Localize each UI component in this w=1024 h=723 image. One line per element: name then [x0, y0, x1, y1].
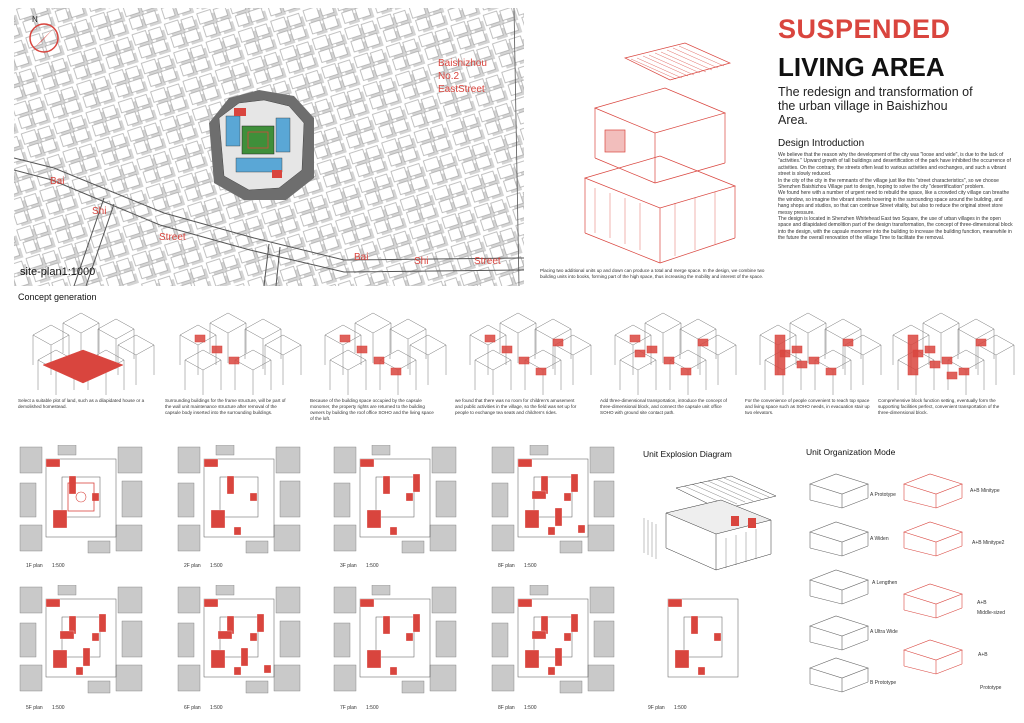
exploded-axonometric-drawing	[555, 38, 755, 268]
unit-org-box	[806, 518, 876, 558]
unit-explosion-heading: Unit Explosion Diagram	[643, 449, 732, 459]
floor-plan	[332, 445, 460, 555]
intro-body	[778, 152, 1014, 242]
unit-org-label: A+B Minitype	[970, 488, 1000, 494]
plan-label: 3F plan	[340, 563, 357, 569]
concept-axon	[878, 305, 1018, 395]
concept-diagram	[600, 305, 740, 395]
floor-plan-drawing	[332, 585, 460, 695]
unit-org-label: Prototype	[980, 685, 1002, 691]
concept-caption: Select a suitable plot of land, such as a dilapidated house or a demolished homestead.	[18, 398, 145, 409]
concept-diagram	[310, 305, 450, 395]
plan-scale: 1:500	[366, 705, 379, 711]
unit-org-axon	[900, 636, 970, 676]
concept-caption: For the convenience of people convenient to reach top space and living space such as SOHO needs, in evacuation stair up two elevators.	[745, 398, 870, 415]
concept-diagram	[165, 305, 305, 395]
unit-org-label: B Prototype	[870, 680, 897, 686]
plan-scale: 1:500	[210, 705, 223, 711]
unit-org-axon	[900, 580, 970, 620]
concept-axon	[600, 305, 740, 395]
unit-org-label: A+B Minitype2	[972, 540, 1005, 546]
plan-label: 8F plan	[498, 563, 515, 569]
unit-org-label: Middle-sized	[977, 610, 1006, 616]
street-label: No.2	[438, 71, 460, 82]
unit-org-label: A+B	[978, 652, 988, 658]
intro-paragraph: In the city of the city in the remnants of the village just like this "street characteristics", so we choose Shenzhen Baishizhou Village part to design, hoping to solve the city "desertification" problem.	[778, 177, 999, 191]
concept-axon	[310, 305, 450, 395]
floor-plan-drawing	[490, 445, 618, 555]
concept-diagram	[878, 305, 1018, 395]
plan-label: 5F plan	[26, 705, 43, 711]
site-plan-map	[14, 8, 524, 286]
explosion-note: Placing two additional units up and down can produce a total and merge space. In the design, we combine two building units into books, forming part of the high space, thus increasing the mobility and interest of the space.	[540, 268, 765, 279]
concept-caption: we found that there was no room for children's amusement and public activities in the village, so the field was set up for people to exchange tea seats and children's rides.	[455, 398, 577, 415]
concept-diagram	[18, 305, 158, 395]
unit-org-axon	[806, 612, 876, 652]
street-label: Shi	[414, 256, 429, 267]
floor-plan	[490, 445, 618, 555]
floor-plan-drawing	[176, 585, 304, 695]
concept-caption: Add three-dimensional transportation, introduce the concept of three-dimensional block, and connect the capsule unit office SOHO with ground site contact path.	[600, 398, 727, 415]
plan-scale: 1:500	[52, 563, 65, 569]
unit-org-axon	[806, 654, 876, 694]
site-plan-drawing	[14, 8, 524, 286]
floor-plan	[332, 585, 460, 695]
floor-plan	[176, 445, 304, 555]
plan-scale: 1:500	[524, 563, 537, 569]
street-label: Bai	[354, 252, 369, 263]
site-highlight	[209, 90, 314, 200]
plan-label: 1F plan	[26, 563, 43, 569]
unit-org-axon	[900, 470, 970, 510]
unit-explosion-svg	[636, 468, 786, 578]
plan-label: 6F plan	[184, 705, 201, 711]
plan-scale: 1:500	[366, 563, 379, 569]
floor-plan-drawing	[490, 585, 618, 695]
unit-org-axon	[806, 470, 876, 510]
unit-org-box	[900, 518, 970, 558]
plan-scale: 1:500	[524, 705, 537, 711]
site-plan-caption: site-plan1:1000	[20, 266, 96, 278]
floor-plan	[176, 585, 304, 695]
plan-scale: 1:500	[52, 705, 65, 711]
street-label: Street	[159, 232, 186, 243]
unit-org-box	[806, 612, 876, 652]
concept-caption: Surrounding buildings for the frame structure, will be part of the wall unit maintenance structure after removal of the capsule body inserted into the surrounding buildings.	[165, 398, 286, 415]
unit-org-label: A Lengthen	[872, 580, 898, 586]
unit-org-label: A Ultra Wide	[870, 629, 898, 635]
unit-org-axon	[806, 518, 876, 558]
unit-org-label: A Widen	[870, 536, 889, 542]
floor-plan-drawing	[176, 445, 304, 555]
concept-axon	[455, 305, 595, 395]
unit-org-box	[900, 580, 970, 620]
plan-scale: 1:500	[210, 563, 223, 569]
unit-org-axon	[900, 518, 970, 558]
plan-scale: 1:500	[674, 705, 687, 711]
floor-plan-drawing	[640, 585, 768, 695]
svg-text:N: N	[32, 15, 38, 24]
floor-plan-drawing	[18, 445, 146, 555]
plan-label: 9F plan	[648, 705, 665, 711]
unit-org-box	[806, 470, 876, 510]
unit-org-box	[806, 654, 876, 694]
concept-axon	[745, 305, 885, 395]
intro-paragraph: The design is located in Shenzhen Whitehead East two Square, the use of urban villages in the open space and dilapidated demolition part of the design transformation, the concept of three-dimensional block into the design, with the capsule monomer into the building to increase the building function, meanwhile in the future the overall renovation of the village Time to facilitate the removal.	[778, 216, 1013, 242]
floor-plan-drawing	[332, 445, 460, 555]
street-label: Baishizhou	[438, 58, 487, 69]
floor-plan	[18, 585, 146, 695]
unit-explosion-drawing	[636, 468, 786, 578]
unit-org-heading: Unit Organization Mode	[806, 447, 896, 457]
title-line-2: LIVING AREA	[778, 52, 945, 82]
plan-label: 7F plan	[340, 705, 357, 711]
floor-plan	[490, 585, 618, 695]
exploded-axonometric	[555, 38, 755, 268]
title-line-1: SUSPENDED	[778, 14, 951, 44]
concept-axon	[18, 305, 158, 395]
intro-heading: Design Introduction	[778, 138, 865, 149]
subtitle: The redesign and transformation of the urban village in Baishizhou Area.	[778, 85, 973, 127]
floor-plan	[18, 445, 146, 555]
intro-paragraph: We found here with a number of urgent need to rebuild the space, like a crowded city village can breathe the window, so imagine the vibrant streets hovering in the surrounding space around the building, and hang shops and studios, so that can continue Street vitality, but also to reduce the original street store messy pressure.	[778, 190, 1010, 216]
concept-caption: Comprehensive block function setting, eventually form the supporting facilities perfect, convenient transportation of the three-dimensional block.	[878, 398, 1000, 415]
floor-plan-drawing	[18, 585, 146, 695]
concept-caption: Because of the building space occupied by the capsule monomer, the property rights are returned to the building owners by building the roof office SOHO and the living space of the loft.	[310, 398, 434, 421]
concept-diagram	[745, 305, 885, 395]
plan-label: 8F plan	[498, 705, 515, 711]
unit-org-label: A Prototype	[870, 492, 896, 498]
plan-label: 2F plan	[184, 563, 201, 569]
concept-heading: Concept generation	[18, 292, 97, 302]
street-label: Shi	[92, 206, 107, 217]
concept-diagram	[455, 305, 595, 395]
street-label: Bai	[50, 176, 65, 187]
unit-org-box	[900, 636, 970, 676]
street-label: Street	[474, 256, 501, 267]
unit-org-label: A+B	[977, 600, 987, 606]
concept-axon	[165, 305, 305, 395]
unit-org-axon	[806, 566, 876, 606]
floor-plan	[640, 585, 768, 695]
unit-org-box	[806, 566, 876, 606]
unit-org-box	[900, 470, 970, 510]
intro-paragraph: We believe that the reason why the development of the city was "loose and wide", is due to the lack of "activities." Upward growth of tall buildings and desertification of the park have inhibited the occurrence of activities. On the contrary, the streets often lead to various activities and exchanges, and such a vibrant street is slowly reduced.	[778, 152, 1011, 178]
street-label: EastStreet	[438, 84, 485, 95]
